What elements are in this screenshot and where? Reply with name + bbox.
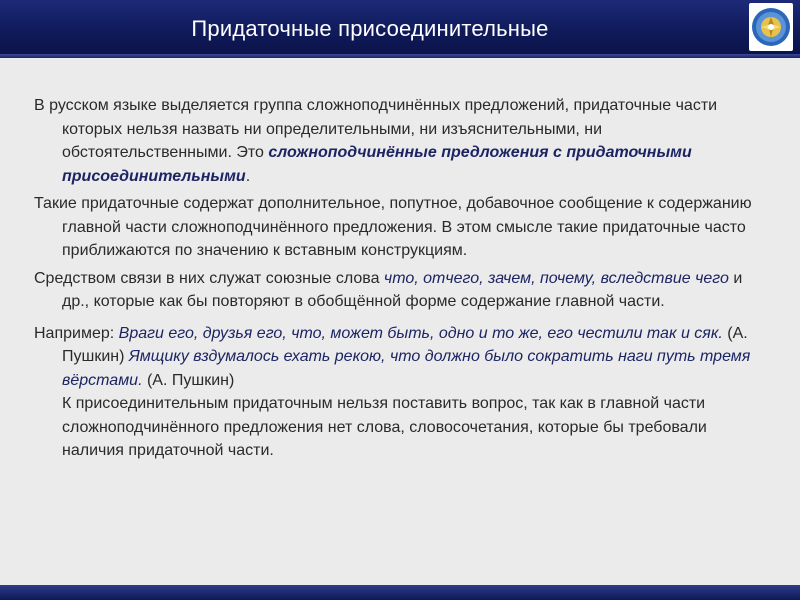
examples-note: К присоединительным придаточным нельзя поставить вопрос, так как в главной части сложноподчинённого предложения нет слова, словосочетания, которые бы требовали наличия придаточной части.	[62, 395, 707, 459]
example-2: Ямщику вздумалось ехать рекою, что должно было сократить наги путь тремя вёрстами.	[62, 348, 751, 389]
intro-end: .	[245, 167, 251, 185]
slide-footer	[0, 585, 800, 600]
intro-text: В русском языке выделяется группа сложноподчинённых предложений, придаточные части которых нельзя назвать ни определительными, ни изъяснительными, ни обстоятельственными. Это	[34, 97, 718, 161]
slide-header	[0, 0, 800, 58]
connectors-end: и др., которые как бы повторяют в обобщённой форме содержание главной части.	[62, 269, 743, 310]
emblem-icon	[749, 3, 793, 51]
examples-label: Например:	[34, 324, 119, 342]
connector-words: что, отчего, зачем, почему, вследствие чего	[383, 269, 729, 287]
example-1: Враги его, друзья его, что, может быть, одно и то же, его честили так и сяк.	[118, 324, 723, 342]
example-1-source: (А. Пушкин)	[62, 324, 748, 365]
connectors-text: Средством связи в них служат союзные слова	[34, 269, 384, 287]
paragraph-meaning	[34, 192, 768, 263]
intro-term: сложноподчинённые предложения с придаточными присоединительными	[62, 144, 692, 185]
meaning-text: Такие придаточные содержат дополнительное, попутное, добавочное сообщение к содержанию главной части сложноподчинённого предложения. В этом смысле такие придаточные часто приближаются по значению к вставным конструкциям.	[34, 195, 752, 259]
paragraph-examples	[34, 322, 768, 463]
paragraph-intro	[34, 94, 768, 188]
slide-title: Придаточные присоединительные	[191, 16, 549, 41]
slide-body	[34, 94, 768, 467]
example-2-source: (А. Пушкин)	[142, 371, 235, 389]
paragraph-connectors	[34, 267, 768, 314]
